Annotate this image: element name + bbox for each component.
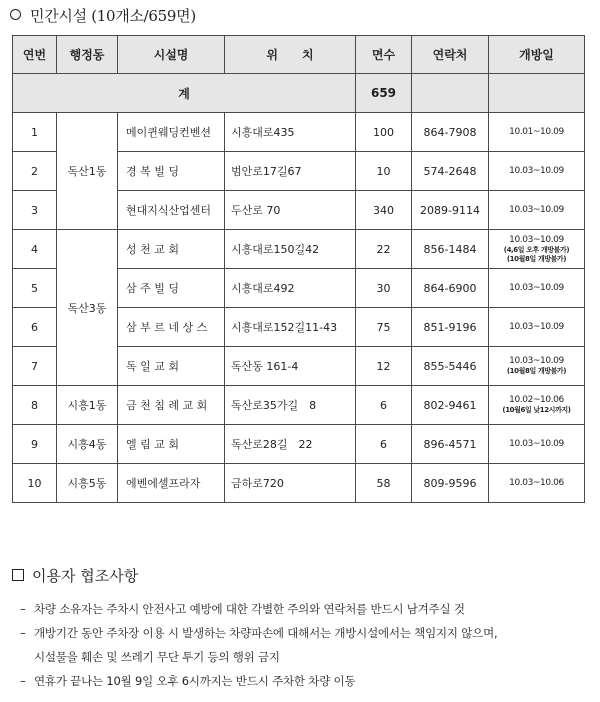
row-no: 7 — [13, 347, 57, 386]
row-location: 독산로28길 22 — [225, 425, 356, 464]
total-row — [13, 74, 585, 113]
row-contact: 574-2648 — [412, 152, 489, 191]
row-spaces: 75 — [356, 308, 412, 347]
row-date — [489, 152, 585, 191]
row-date-range: 10.02~10.06 — [509, 395, 564, 405]
row-no: 9 — [13, 425, 57, 464]
row-spaces: 12 — [356, 347, 412, 386]
row-date-range: 10.03~10.09 — [509, 165, 564, 176]
row-contact: 864-7908 — [412, 113, 489, 152]
row-no: 2 — [13, 152, 57, 191]
row-no: 8 — [13, 386, 57, 425]
row-location: 범안로17길67 — [225, 152, 356, 191]
header-name: 시설명 — [118, 36, 225, 74]
row-dong: 시흥4동 — [57, 425, 118, 464]
row-name: 엘 림 교 회 — [118, 425, 225, 464]
row-date-range: 10.03~10.09 — [509, 438, 564, 449]
section-title-text: 민간시설 (10개소/659면) — [30, 7, 196, 25]
row-name: 금 천 침 례 교 회 — [118, 386, 225, 425]
row-date — [489, 425, 585, 464]
section-title — [10, 5, 196, 26]
row-dong: 시흥5동 — [57, 464, 118, 503]
row-date — [489, 347, 585, 386]
row-name: 삼 주 빌 딩 — [118, 269, 225, 308]
row-spaces: 340 — [356, 191, 412, 230]
table-header-row — [13, 36, 585, 74]
row-location: 독산동 161-4 — [225, 347, 356, 386]
row-name: 현대지식산업센터 — [118, 191, 225, 230]
row-date-range: 10.03~10.09 — [509, 356, 564, 366]
row-location: 시흥대로435 — [225, 113, 356, 152]
table-row — [13, 386, 585, 425]
row-spaces: 30 — [356, 269, 412, 308]
table-row — [13, 230, 585, 269]
row-date-note: (4,6일 오후 개방불가) (10월8일 개방불가) — [503, 245, 570, 263]
dash-bullet-icon: – — [20, 674, 26, 688]
list-item-text: 차량 소유자는 주차시 안전사고 예방에 대한 각별한 주의와 연락처를 반드시 남겨주실 것 — [34, 602, 465, 616]
cooperation-title — [12, 565, 138, 586]
circle-bullet-icon — [10, 9, 21, 20]
dash-bullet-icon: – — [20, 602, 26, 616]
list-item — [20, 597, 592, 621]
dash-bullet-icon: – — [20, 626, 26, 640]
row-date-range: 10.03~10.09 — [509, 321, 564, 332]
total-date-empty — [489, 74, 585, 113]
row-dong: 시흥1동 — [57, 386, 118, 425]
row-no: 4 — [13, 230, 57, 269]
row-name: 에벤에셀프라자 — [118, 464, 225, 503]
row-dong: 독산1동 — [57, 113, 118, 230]
row-date-range: 10.03~10.09 — [509, 282, 564, 293]
row-no: 1 — [13, 113, 57, 152]
row-spaces: 6 — [356, 386, 412, 425]
table-row — [13, 425, 585, 464]
row-date-range: 10.01~10.09 — [509, 126, 564, 137]
row-spaces: 100 — [356, 113, 412, 152]
total-spaces: 659 — [356, 74, 412, 113]
row-location: 두산로 70 — [225, 191, 356, 230]
row-date — [489, 269, 585, 308]
row-location: 독산로35가길 8 — [225, 386, 356, 425]
row-date-note: (10월6일 낮12시까지) — [502, 406, 571, 414]
total-label: 계 — [13, 74, 356, 113]
row-date — [489, 191, 585, 230]
row-contact: 856-1484 — [412, 230, 489, 269]
row-date-range: 10.03~10.09 — [509, 204, 564, 215]
row-contact: 896-4571 — [412, 425, 489, 464]
row-date — [489, 464, 585, 503]
row-date-range: 10.03~10.09 — [509, 234, 564, 245]
row-contact: 855-5446 — [412, 347, 489, 386]
total-contact-empty — [412, 74, 489, 113]
row-date-note: (10월8일 개방불가) — [506, 367, 567, 375]
header-no: 연번 — [13, 36, 57, 74]
header-location: 위 치 — [225, 36, 356, 74]
row-contact: 2089-9114 — [412, 191, 489, 230]
row-name: 독 일 교 회 — [118, 347, 225, 386]
list-item-text: 시설물을 훼손 및 쓰레기 무단 투기 등의 행위 금지 — [34, 650, 280, 664]
row-date — [489, 113, 585, 152]
facility-table — [12, 35, 585, 503]
list-item-text: 연휴가 끝나는 10월 9일 오후 6시까지는 반드시 주차한 차량 이동 — [34, 674, 356, 688]
header-spaces: 면수 — [356, 36, 412, 74]
list-item-text: 개방기간 동안 주차장 이용 시 발생하는 차량파손에 대해서는 개방시설에서는 책임지지 않으며, — [34, 626, 498, 640]
row-name: 삼 부 르 네 상 스 — [118, 308, 225, 347]
row-contact: 802-9461 — [412, 386, 489, 425]
table-row — [13, 464, 585, 503]
row-no: 10 — [13, 464, 57, 503]
square-bullet-icon — [12, 569, 24, 581]
row-name: 경 복 빌 딩 — [118, 152, 225, 191]
row-location: 시흥대로150길42 — [225, 230, 356, 269]
header-contact: 연락처 — [412, 36, 489, 74]
list-item — [20, 669, 592, 693]
row-contact: 851-9196 — [412, 308, 489, 347]
row-no: 5 — [13, 269, 57, 308]
row-date — [489, 386, 585, 425]
cooperation-list — [20, 597, 592, 693]
row-date — [489, 230, 585, 269]
cooperation-title-text: 이용자 협조사항 — [32, 567, 139, 585]
row-date-range: 10.03~10.06 — [509, 477, 564, 488]
row-location: 시흥대로492 — [225, 269, 356, 308]
table-row — [13, 113, 585, 152]
row-date — [489, 308, 585, 347]
row-name: 성 천 교 회 — [118, 230, 225, 269]
row-spaces: 10 — [356, 152, 412, 191]
row-location: 금하로720 — [225, 464, 356, 503]
row-contact: 864-6900 — [412, 269, 489, 308]
row-location: 시흥대로152길11-43 — [225, 308, 356, 347]
list-item — [20, 621, 592, 645]
row-no: 3 — [13, 191, 57, 230]
row-dong: 독산3동 — [57, 230, 118, 386]
list-item-continuation — [20, 645, 592, 669]
row-contact: 809-9596 — [412, 464, 489, 503]
row-spaces: 6 — [356, 425, 412, 464]
row-spaces: 22 — [356, 230, 412, 269]
row-no: 6 — [13, 308, 57, 347]
header-dong: 행정동 — [57, 36, 118, 74]
row-spaces: 58 — [356, 464, 412, 503]
header-date: 개방일 — [489, 36, 585, 74]
row-name: 메이퀸웨딩컨벤션 — [118, 113, 225, 152]
